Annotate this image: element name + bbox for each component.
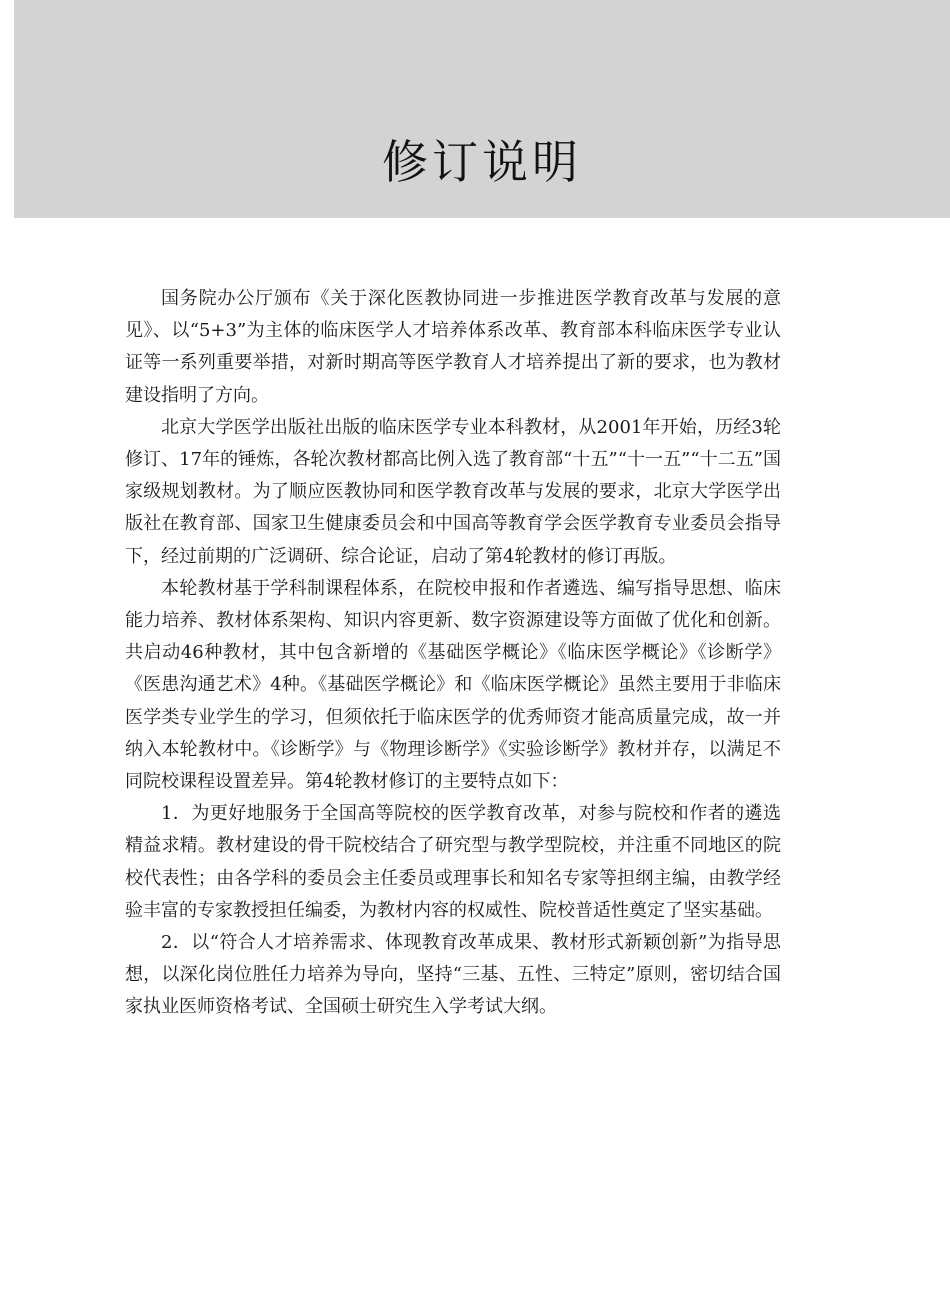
page-title: 修订说明 [382,135,582,189]
header-band [14,0,950,218]
paragraph: 国务院办公厅颁布《关于深化医教协同进一步推进医学教育改革与发展的意见》、以“5+3”为主体的临床医学人才培养体系改革、教育部本科临床医学专业认证等一系列重要举措，对新时期高等医学教育人才培养提出了新的要求，也为教材建设指明了方向。 [125,288,781,406]
paragraph: 2．以“符合人才培养需求、体现教育改革成果、教材形式新颖创新”为指导思想，以深化岗位胜任力培养为导向，坚持“三基、五性、三特定”原则，密切结合国家执业医师资格考试、全国硕士研究生入学考试大纲。 [125,932,781,1018]
body-text [125,283,781,1024]
paragraph: 本轮教材基于学科制课程体系，在院校申报和作者遴选、编写指导思想、临床能力培养、教材体系架构、知识内容更新、数字资源建设等方面做了优化和创新。共启动46种教材，其中包含新增的《基础医学概论》《临床医学概论》《诊断学》《医患沟通艺术》4种。《基础医学概论》和《临床医学概论》虽然主要用于非临床医学类专业学生的学习，但须依托于临床医学的优秀师资才能高质量完成，故一并纳入本轮教材中。《诊断学》与《物理诊断学》《实验诊断学》教材并存，以满足不同院校课程设置差异。第4轮教材修订的主要特点如下： [125,577,781,793]
paragraph: 北京大学医学出版社出版的临床医学专业本科教材，从2001年开始，历经3轮修订、17年的锤炼，各轮次教材都高比例入选了教育部“十五”“十一五”“十二五”国家级规划教材。为了顺应医教协同和医学教育改革与发展的要求，北京大学医学出版社在教育部、国家卫生健康委员会和中国高等教育学会医学教育专业委员会指导下，经过前期的广泛调研、综合论证，启动了第4轮教材的修订再版。 [125,416,781,567]
paragraph: 1．为更好地服务于全国高等院校的医学教育改革，对参与院校和作者的遴选精益求精。教材建设的骨干院校结合了研究型与教学型院校，并注重不同地区的院校代表性；由各学科的委员会主任委员或理事长和知名专家等担纲主编，由教学经验丰富的专家教授担任编委，为教材内容的权威性、院校普适性奠定了坚实基础。 [125,803,781,921]
